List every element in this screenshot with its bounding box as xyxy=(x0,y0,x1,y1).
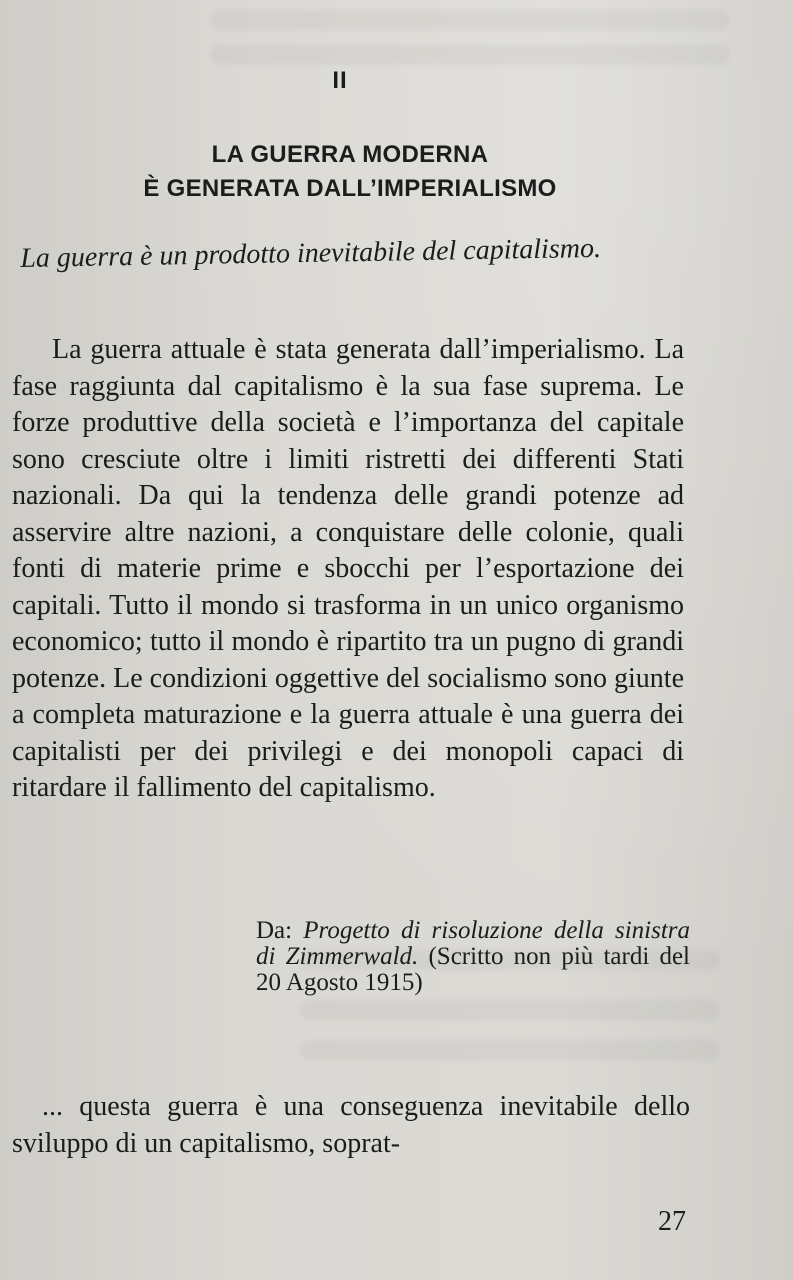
show-through-text xyxy=(210,10,730,30)
source-citation xyxy=(256,918,690,996)
source-work-title: Progetto di risoluzione della sinistra di Zimmerwald. xyxy=(256,917,690,970)
chapter-number: II xyxy=(332,67,348,94)
source-prefix: Da: xyxy=(256,917,304,944)
show-through-text xyxy=(300,1000,720,1020)
body-paragraph: La guerra attuale è stata generata dall’imperialismo. La fase raggiunta dal capitalismo è la sua fase suprema. Le forze produttive della società e l’importanza del capitale sono cresciute oltre i limiti ristretti dei differenti Stati nazionali. Da qui la tendenza delle grandi potenze ad asservire altre nazioni, a conquistare delle colonie, quali fonti di materie prime e sbocchi per l’esportazione dei capitali. Tutto il mondo si trasforma in un unico organismo economico; tutto il mondo è ripartito tra un pugno di grandi potenze. Le condizioni oggettive del socialismo sono giunte a completa maturazione e la guerra attuale è una guerra dei capitalisti per dei privilegi e dei monopoli capaci di ritardare il fallimento del capitalismo. xyxy=(12,334,684,803)
page-number: 27 xyxy=(658,1206,686,1237)
show-through-text xyxy=(300,1040,720,1060)
show-through-text xyxy=(210,45,730,65)
source-note: (Scritto non più tardi del 20 Agosto 1915) xyxy=(256,943,690,996)
chapter-title-line2: È GENERATA DALL’IMPERIALISMO xyxy=(143,175,557,202)
chapter-title-line1: LA GUERRA MODERNA xyxy=(211,141,489,168)
continuation-paragraph: ... questa guerra è una conseguenza inevitabile dello sviluppo di un capitalismo, soprat- xyxy=(12,1091,690,1159)
chapter-title xyxy=(60,138,640,206)
lead-sentence: La guerra è un prodotto inevitabile del capitalismo. xyxy=(20,232,602,274)
